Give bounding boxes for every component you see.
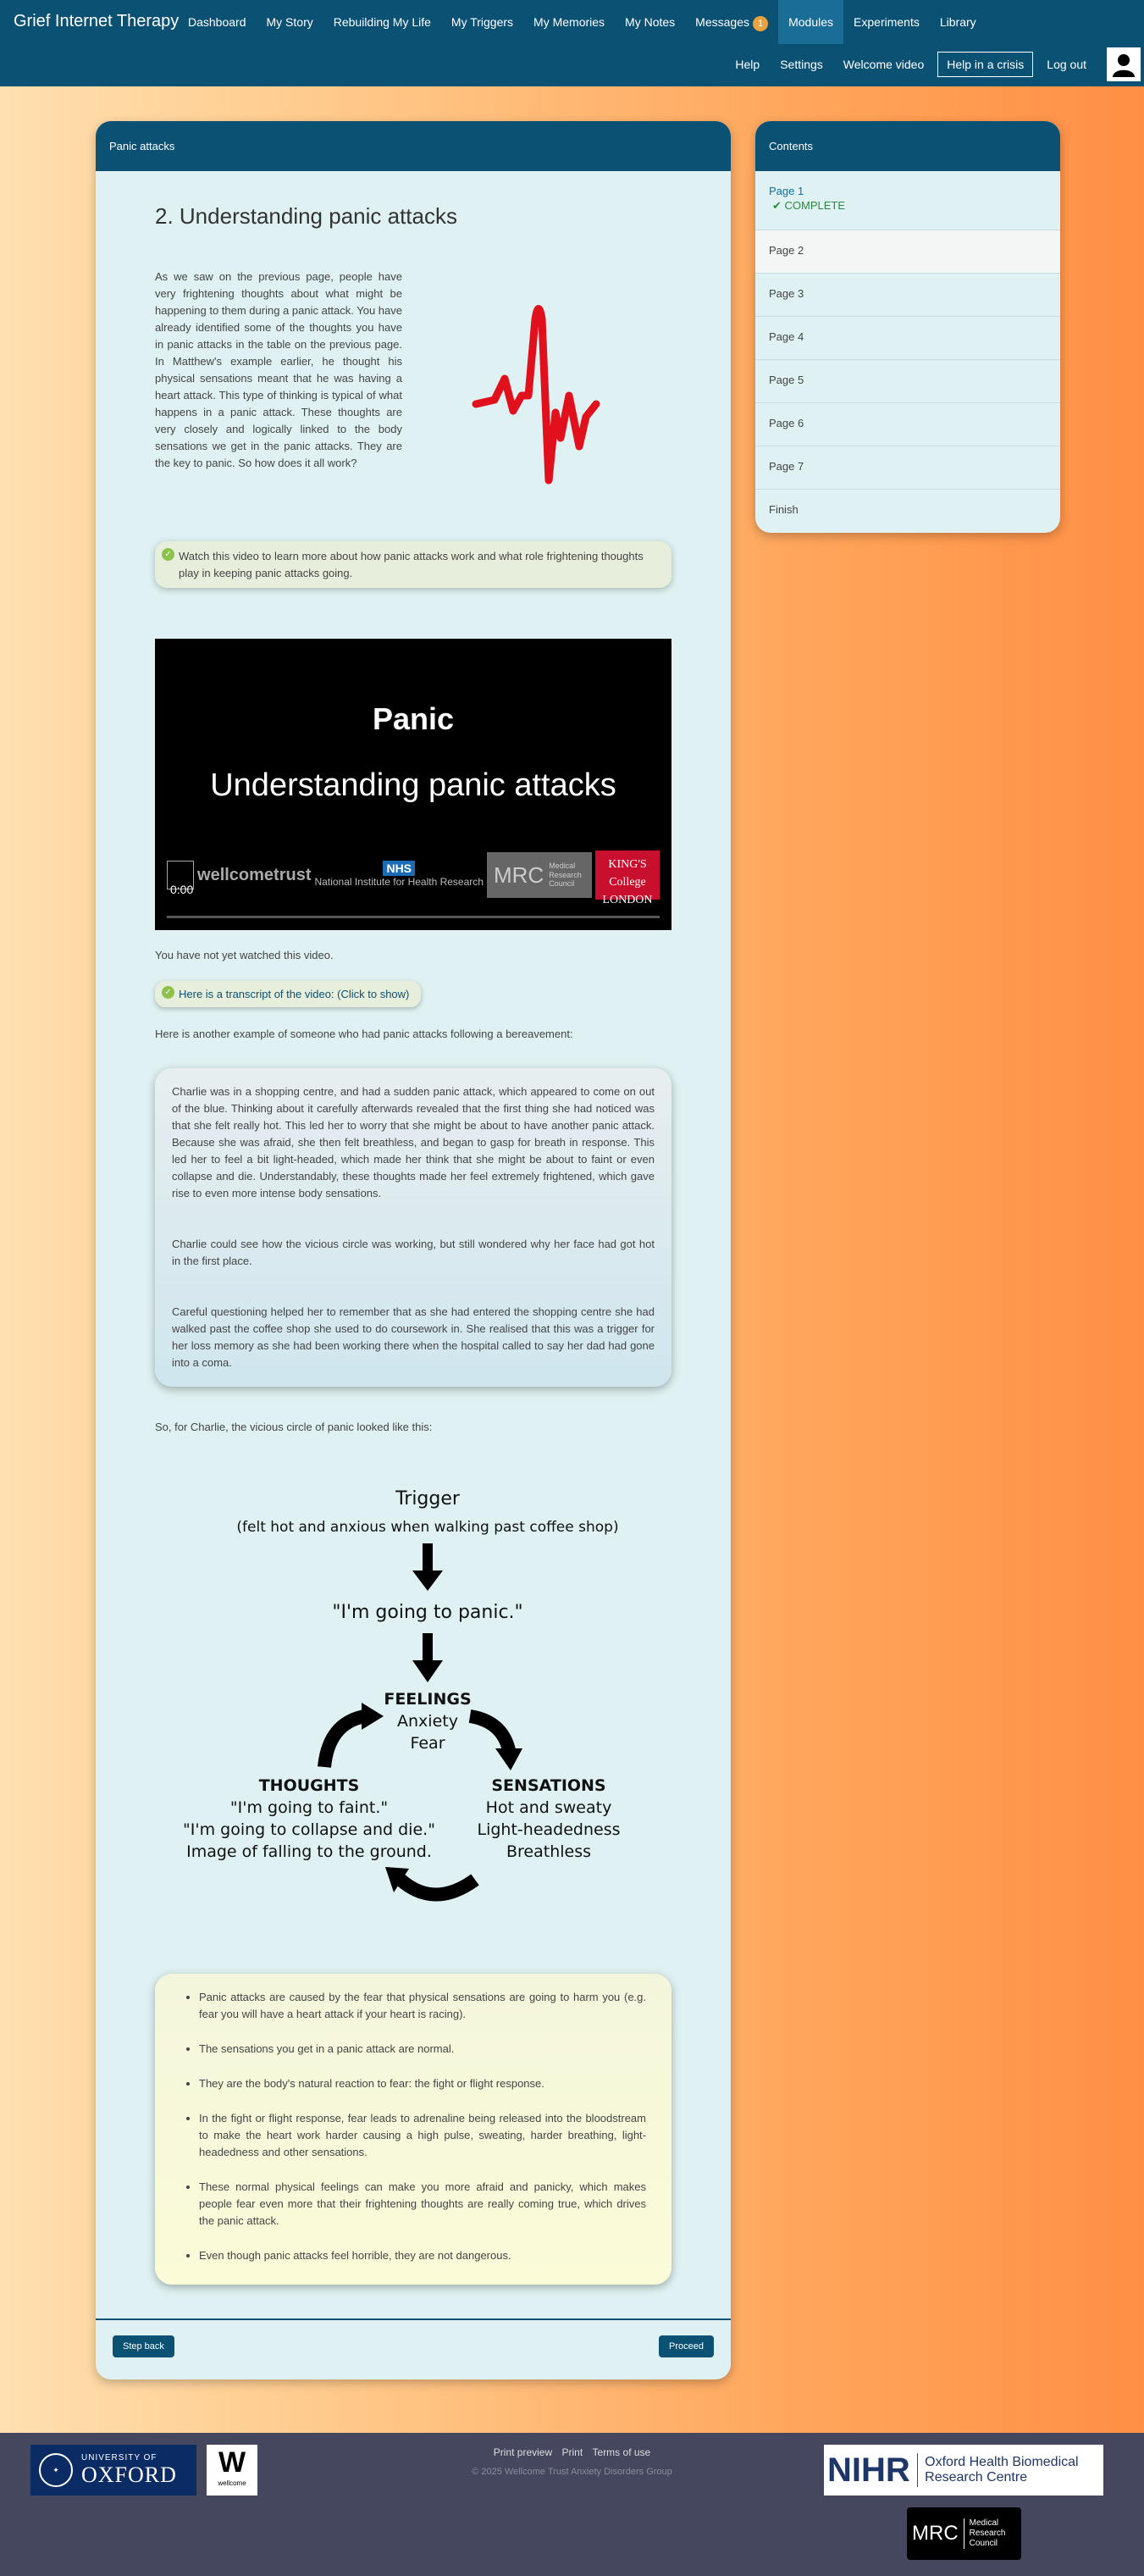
- toc-page-5[interactable]: Page 5: [755, 360, 1060, 403]
- messages-badge: 1: [753, 16, 768, 31]
- mrc-footer-logo: [907, 2507, 1021, 2560]
- step-back-button[interactable]: Step back: [113, 2335, 174, 2357]
- menu-dashboard[interactable]: Dashboard: [188, 15, 246, 29]
- kcl-logo: KING'S College LONDON: [595, 850, 660, 900]
- page-title: 2. Understanding panic attacks: [155, 203, 457, 229]
- copyright: © 2025 Wellcome Trust Anxiety Disorders Group: [472, 2467, 672, 2477]
- circle-intro: So, for Charlie, the vicious circle of panic looked like this:: [155, 1420, 433, 1433]
- key-point: • These normal physical feelings can make you more afraid and panicky, which makes people fear even more that their frightening thoughts are really coming true, which drives the panic attack.: [199, 2179, 646, 2230]
- menu-experiments[interactable]: Experiments: [854, 15, 920, 29]
- mrc-logo-sub: Medical Research Council: [549, 861, 582, 889]
- menu-messages-label: Messages: [695, 15, 749, 29]
- main-menu: [178, 0, 986, 44]
- oxford-big-text: OXFORD: [81, 2462, 177, 2487]
- help-link[interactable]: Help: [735, 58, 760, 71]
- sensations-item: Hot and sweaty: [485, 1798, 612, 1817]
- module-content: [96, 171, 731, 2318]
- menu-my-story[interactable]: My Story: [266, 15, 313, 29]
- key-point: • The sensations you get in a panic attack are normal.: [199, 2041, 646, 2058]
- sensations-title: SENSATIONS: [491, 1776, 606, 1795]
- module-card: [96, 121, 731, 2379]
- key-points-box: [155, 1974, 671, 2285]
- arrow-down-icon: [412, 1633, 443, 1682]
- page-footer: [0, 2433, 1144, 2576]
- nhs-logo: NHS: [383, 861, 415, 876]
- wellcome-logo-text: wellcome: [218, 2479, 246, 2487]
- sensations-item: Light-headedness: [477, 1820, 621, 1839]
- print-link[interactable]: Print: [561, 2446, 583, 2458]
- heartbeat-image: [419, 269, 671, 489]
- user-avatar-icon[interactable]: [1107, 47, 1141, 81]
- video-title: Panic: [372, 701, 455, 736]
- video-logos: [167, 850, 660, 906]
- key-point: • Even though panic attacks feel horrible, they are not dangerous.: [199, 2247, 646, 2264]
- toc-finish[interactable]: Finish: [769, 503, 799, 516]
- mrc-footer-text: MRC: [912, 2522, 959, 2545]
- terms-link[interactable]: Terms of use: [592, 2446, 651, 2458]
- example-intro: Here is another example of someone who had panic attacks following a bereavement:: [155, 1028, 573, 1040]
- nihr-logo-text: NIHR: [827, 2451, 910, 2489]
- mrc-logo-text: MRC: [493, 861, 544, 888]
- thoughts-title: THOUGHTS: [258, 1776, 360, 1795]
- story-paragraph: Charlie could see how the vicious circle was working, but still wondered why her face had got hot in the first place.: [172, 1237, 655, 1267]
- curved-arrow-icon: [470, 1716, 522, 1770]
- toc-page-1-label: Page 1: [769, 185, 804, 197]
- key-point: • Panic attacks are caused by the fear that physical sensations are going to harm you (e.g. fear you will have a heart attack if your heart is racing).: [199, 1989, 646, 2023]
- video-player[interactable]: [155, 639, 671, 930]
- mrc-footer-sub: Medical Research Council: [964, 2518, 1016, 2549]
- transcript-toggle[interactable]: [155, 981, 421, 1008]
- settings-link[interactable]: Settings: [780, 58, 823, 71]
- sensations-item: Breathless: [506, 1842, 592, 1861]
- arrow-down-icon: [412, 1543, 443, 1591]
- checkmark-icon: ✔: [772, 199, 785, 212]
- trigger-desc: (felt hot and anxious when walking past coffee shop): [236, 1519, 619, 1536]
- sub-menu: [725, 44, 1144, 85]
- thoughts-item: "I'm going to collapse and die.": [183, 1820, 435, 1839]
- story-paragraph: Careful questioning helped her to remember that as she had entered the shopping centre she had walked past the coffee shop she used to do coursework in. She realised that this was a trigger for her loss memory as she had been working there when the hospital called to say her dad had gone into a coma.: [172, 1305, 655, 1369]
- feelings-item: Anxiety: [397, 1712, 458, 1731]
- toc-page-6[interactable]: Page 6: [755, 403, 1060, 446]
- menu-my-notes[interactable]: My Notes: [625, 15, 676, 29]
- menu-rebuilding[interactable]: Rebuilding My Life: [333, 15, 431, 29]
- oxford-seal-icon: ✦: [39, 2453, 73, 2487]
- transcript-toggle-label: Here is a transcript of the video: (Click to show): [179, 987, 410, 1000]
- video-callout: [155, 541, 671, 588]
- wellcome-logo: wellcometrust: [197, 866, 312, 884]
- check-icon: ✓: [162, 986, 174, 999]
- trigger-title: Trigger: [395, 1488, 460, 1510]
- feelings-item: Fear: [410, 1734, 445, 1753]
- menu-modules[interactable]: Modules: [778, 0, 843, 44]
- contents-sidebar: [755, 121, 1060, 533]
- vicious-circle-diagram: [155, 1452, 671, 1935]
- key-point: • In the fight or flight response, fear leads to adrenaline being released into the bloodstream to make the heart work harder causing a high pulse, sweating, harder breathing, light-headedness and other sensations.: [199, 2110, 646, 2161]
- toc-page-3[interactable]: Page 3: [755, 274, 1060, 317]
- intro-text: As we saw on the previous page, people have very frightening thoughts about what might be happening to them during a panic attack. You have already identified some of the thoughts you have in panic attacks in the table on the previous page. In Matthew's example earlier, he thought his physical sensations meant that he was having a heart attack. This type of thinking is typical of what happens in a panic attack. These thoughts are very closely and logically linked to the body sensations we get in the panic attacks. They are the key to panic. So how does it all work?: [155, 270, 402, 469]
- story-paragraph: Charlie was in a shopping centre, and had a sudden panic attack, which appeared to come on out of the blue. Thinking about it carefully afterwards revealed that the first thing she had noticed was that she felt really hot. This led her to worry that she might be about to have another panic attack. Because she was afraid, she then felt breathless, and began to gasp for breath in response. This led her to feel a bit light-headed, which made her think that she might be about to faint or even collapse and die. Understandably, these thoughts made her feel extremely frightened, which gave rise to even more intense body sensations.: [172, 1084, 655, 1199]
- nihr-divider: [917, 2453, 918, 2487]
- logout-link[interactable]: Log out: [1047, 58, 1086, 71]
- module-card-header: Panic attacks: [96, 121, 731, 171]
- card-footer: [96, 2318, 731, 2379]
- menu-library[interactable]: Library: [939, 15, 976, 29]
- menu-my-triggers[interactable]: My Triggers: [450, 15, 514, 29]
- nihr-centre-text: Oxford Health Biomedical Research Centre: [925, 2455, 1079, 2485]
- print-preview-link[interactable]: Print preview: [493, 2446, 553, 2458]
- nihr-logo: [315, 861, 484, 888]
- complete-status: [772, 199, 1047, 213]
- video-timecode: 0:00: [170, 883, 194, 896]
- nihr-logo-text: National Institute for Health Research: [314, 876, 484, 889]
- video-progress-bar[interactable]: [167, 916, 660, 918]
- video-callout-text: Watch this video to learn more about how panic attacks work and what role frightening thoughts play in keeping panic attacks going.: [179, 550, 644, 579]
- menu-my-memories[interactable]: My Memories: [533, 15, 605, 29]
- mrc-logo: [487, 852, 592, 898]
- complete-status-label: COMPLETE: [784, 199, 846, 212]
- check-icon: ✓: [162, 548, 174, 561]
- toc-page-7[interactable]: Page 7: [755, 446, 1060, 490]
- curved-arrow-icon: [324, 1703, 384, 1767]
- curved-arrow-icon: [385, 1867, 475, 1895]
- wellcome-logo-letter: W: [218, 2446, 246, 2479]
- panic-thought: "I'm going to panic.": [332, 1602, 523, 1623]
- menu-messages[interactable]: [685, 0, 778, 44]
- toc-page-2[interactable]: Page 2: [755, 230, 1060, 274]
- help-in-crisis-button[interactable]: Help in a crisis: [937, 52, 1033, 77]
- thoughts-item: "I'm going to faint.": [229, 1798, 389, 1817]
- nihr-oxford-logo: [824, 2445, 1103, 2496]
- intro-section: [155, 269, 671, 489]
- toc-page-1[interactable]: [755, 171, 1060, 230]
- oxford-small-text: UNIVERSITY OF: [81, 2452, 158, 2462]
- video-subtitle: Understanding panic attacks: [210, 767, 616, 803]
- key-point: • They are the body's natural reaction to fear: the fight or flight response.: [199, 2075, 646, 2092]
- contents-header: Contents: [755, 121, 1060, 171]
- brand-title[interactable]: Grief Internet Therapy: [14, 12, 180, 30]
- video-status: You have not yet watched this video.: [155, 949, 334, 961]
- top-navbar: [0, 0, 1144, 86]
- thoughts-item: Image of falling to the ground.: [186, 1842, 432, 1861]
- toc-page-4[interactable]: Page 4: [755, 317, 1060, 360]
- feelings-title: FEELINGS: [384, 1690, 472, 1709]
- charlie-story-box: [155, 1068, 671, 1387]
- proceed-button[interactable]: Proceed: [659, 2335, 714, 2357]
- welcome-video-link[interactable]: Welcome video: [843, 58, 925, 71]
